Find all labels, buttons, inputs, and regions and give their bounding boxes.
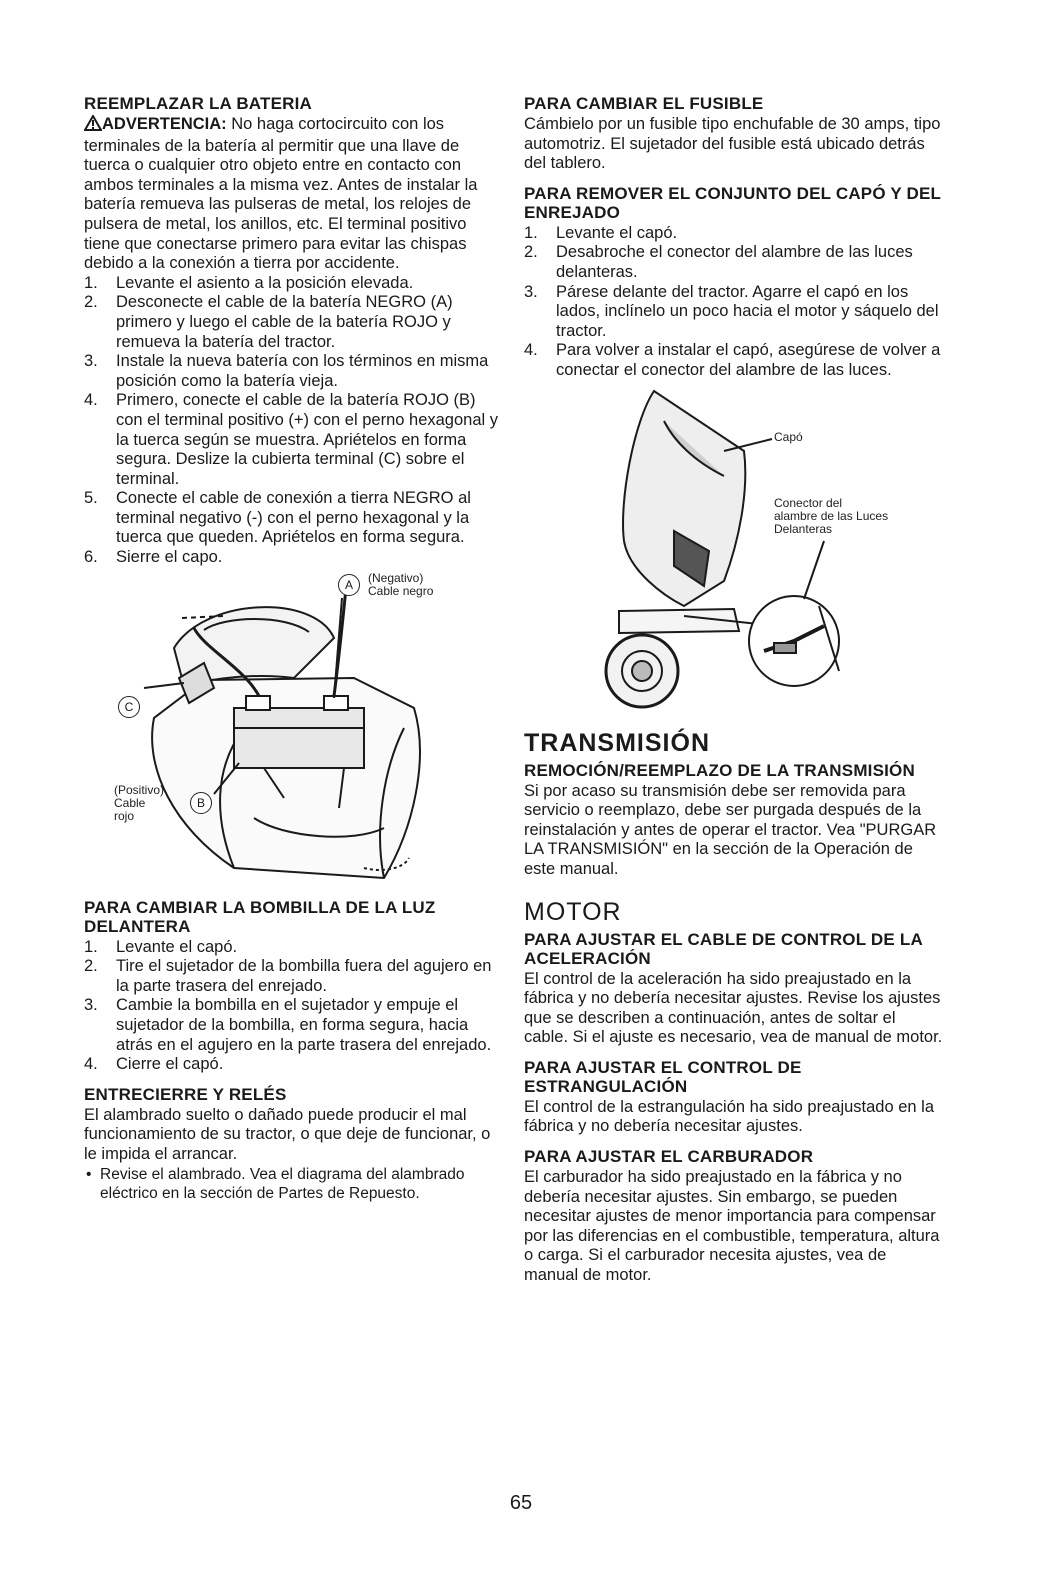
- transmission-text: Si por acaso su transmisión debe ser removida para servicio o reemplazo, debe ser purgada después de la reinstalación y antes de operar el tractor. Vea "PURGAR LA TRANSMISIÓN" en la sección de la Operación de este manual.: [524, 781, 937, 878]
- label-a: A: [338, 574, 360, 596]
- list-item: 2. Desabroche el conector del alambre de las luces delanteras.: [524, 243, 913, 281]
- list-item: 5. Conecte el cable de conexión a tierra NEGRO al terminal negativo (-) con el perno hexagonal y la tuerca que queden. Apriételos en forma segura.: [84, 489, 471, 547]
- list-item: 3. Cambie la bombilla en el sujetador y empuje el sujetador de la bombilla, en forma segura, hacia atrás en el agujero en la parte trasera del enrejado.: [84, 996, 492, 1054]
- battery-illustration: [84, 568, 504, 888]
- list-item: • Revise el alambrado. Vea el diagrama del alambrado eléctrico en la sección de Partes de Repuesto.: [86, 1165, 465, 1202]
- list-item: 2. Tire el sujetador de la bombilla fuera del agujero en la parte trasera del enrejado.: [84, 957, 492, 995]
- warning-text: No haga cortocircuito con los terminales de la batería al permitir que una llave de tuerca o cualquier otro objeto entre en contacto con ambos terminales a la misma vez. Antes de instalar la batería remueva las pulseras de metal, los relojes de pulsera de metal, los anillos, etc. El terminal positivo tiene que conectarse primero para evitar las chispas debido a la conexión a tierra por accidente.: [84, 115, 478, 273]
- list-item: 4. Cierre el capó.: [84, 1055, 224, 1074]
- list-item: 6. Sierre el capo.: [84, 548, 223, 567]
- hood-steps: [524, 224, 944, 381]
- negative-cable-label: (Negativo) Cable negro: [368, 570, 434, 598]
- right-column: [524, 94, 944, 1286]
- warning-label: ADVERTENCIA:: [102, 115, 227, 133]
- list-item: 1. Levante el asiento a la posición elevada.: [84, 273, 414, 292]
- page-number: 65: [509, 1492, 533, 1514]
- capo-label: Capó: [774, 429, 803, 444]
- bulb-heading: PARA CAMBIAR LA BOMBILLA DE LA LUZ DELANTERA: [84, 897, 436, 936]
- wiring-heading: ENTRECIERRE Y RELÉS: [84, 1084, 287, 1104]
- label-b: B: [190, 792, 212, 814]
- bullet-icon: •: [86, 1165, 92, 1183]
- battery-heading: REEMPLAZAR LA BATERIA: [84, 94, 313, 113]
- battery-figure: [84, 568, 504, 888]
- carb-heading: PARA AJUSTAR EL CARBURADOR: [524, 1147, 814, 1167]
- warning-triangle-icon: [84, 115, 102, 137]
- list-item: 1. Levante el capó.: [84, 937, 238, 956]
- positive-cable-label: (Positivo) Cable rojo: [114, 782, 165, 823]
- transmission-title: TRANSMISIÓN: [524, 728, 710, 757]
- hood-illustration: [524, 381, 944, 711]
- list-item: 1. Levante el capó.: [524, 223, 678, 242]
- label-c: C: [118, 696, 140, 718]
- wiring-text: El alambrado suelto o dañado puede producir el mal funcionamiento de su tractor, o que deje de funcionar, o le impida el arrancar.: [84, 1105, 491, 1163]
- transmission-heading: REMOCIÓN/REEMPLAZO DE LA TRANSMISIÓN: [524, 760, 915, 780]
- hood-figure: [524, 381, 944, 711]
- carb-text: El carburador ha sido preajustado en la fábrica y no debería necesitar ajustes. Sin embargo, se pueden necesitar ajustes de menor importancia para compensar por las diferencias en el combustible, temperatura, altura o carga. Si el carburador necesita ajustes, vea de manual de motor.: [524, 1168, 940, 1285]
- connector-label: Conector del alambre de las Luces Delanteras: [774, 495, 889, 536]
- motor-title: MOTOR: [524, 897, 622, 926]
- list-item: 4. Para volver a instalar el capó, asegúrese de volver a conectar el conector del alambre de las luces.: [524, 341, 941, 379]
- throttle-heading: PARA AJUSTAR EL CABLE DE CONTROL DE LA ACELERACIÓN: [524, 929, 923, 968]
- bulb-steps: [84, 938, 506, 1075]
- choke-text: El control de la estrangulación ha sido preajustado en la fábrica y no debería necesitar ajustes.: [524, 1097, 935, 1136]
- fuse-text: Cámbielo por un fusible tipo enchufable de 30 amps, tipo automotriz. El sujetador del fusible está ubicado detrás del tablero.: [524, 115, 941, 173]
- list-item: 3. Instale la nueva batería con los términos en misma posición como la batería vieja.: [84, 352, 489, 390]
- choke-heading: PARA AJUSTAR EL CONTROL DE ESTRANGULACIÓN: [524, 1057, 802, 1096]
- wiring-bullets: [84, 1165, 506, 1203]
- battery-warning: [84, 115, 506, 274]
- battery-steps: [84, 274, 506, 568]
- list-item: 3. Párese delante del tractor. Agarre el capó en los lados, inclínelo un poco hacia el motor y sáquelo del tractor.: [524, 282, 939, 340]
- list-item: 2. Desconecte el cable de la batería NEGRO (A) primero y luego el cable de la batería ROJO y remueva la batería del tractor.: [84, 293, 453, 351]
- left-column: [84, 94, 506, 1203]
- fuse-heading: PARA CAMBIAR EL FUSIBLE: [524, 94, 764, 113]
- list-item: 4. Primero, conecte el cable de la batería ROJO (B) con el terminal positivo (+) con el perno hexagonal y la tuerca según se muestra. Apriételos en forma segura. Deslize la cubierta terminal (C) sobre el terminal.: [84, 391, 499, 488]
- throttle-text: El control de la aceleración ha sido preajustado en la fábrica y no debería necesitar ajustes. Revise los ajustes que se describen a continuación, antes de soltar el cable. Si el ajuste es necesario, vea de manual de motor.: [524, 969, 943, 1047]
- hood-heading: PARA REMOVER EL CONJUNTO DEL CAPÓ Y DEL ENREJADO: [524, 183, 941, 222]
